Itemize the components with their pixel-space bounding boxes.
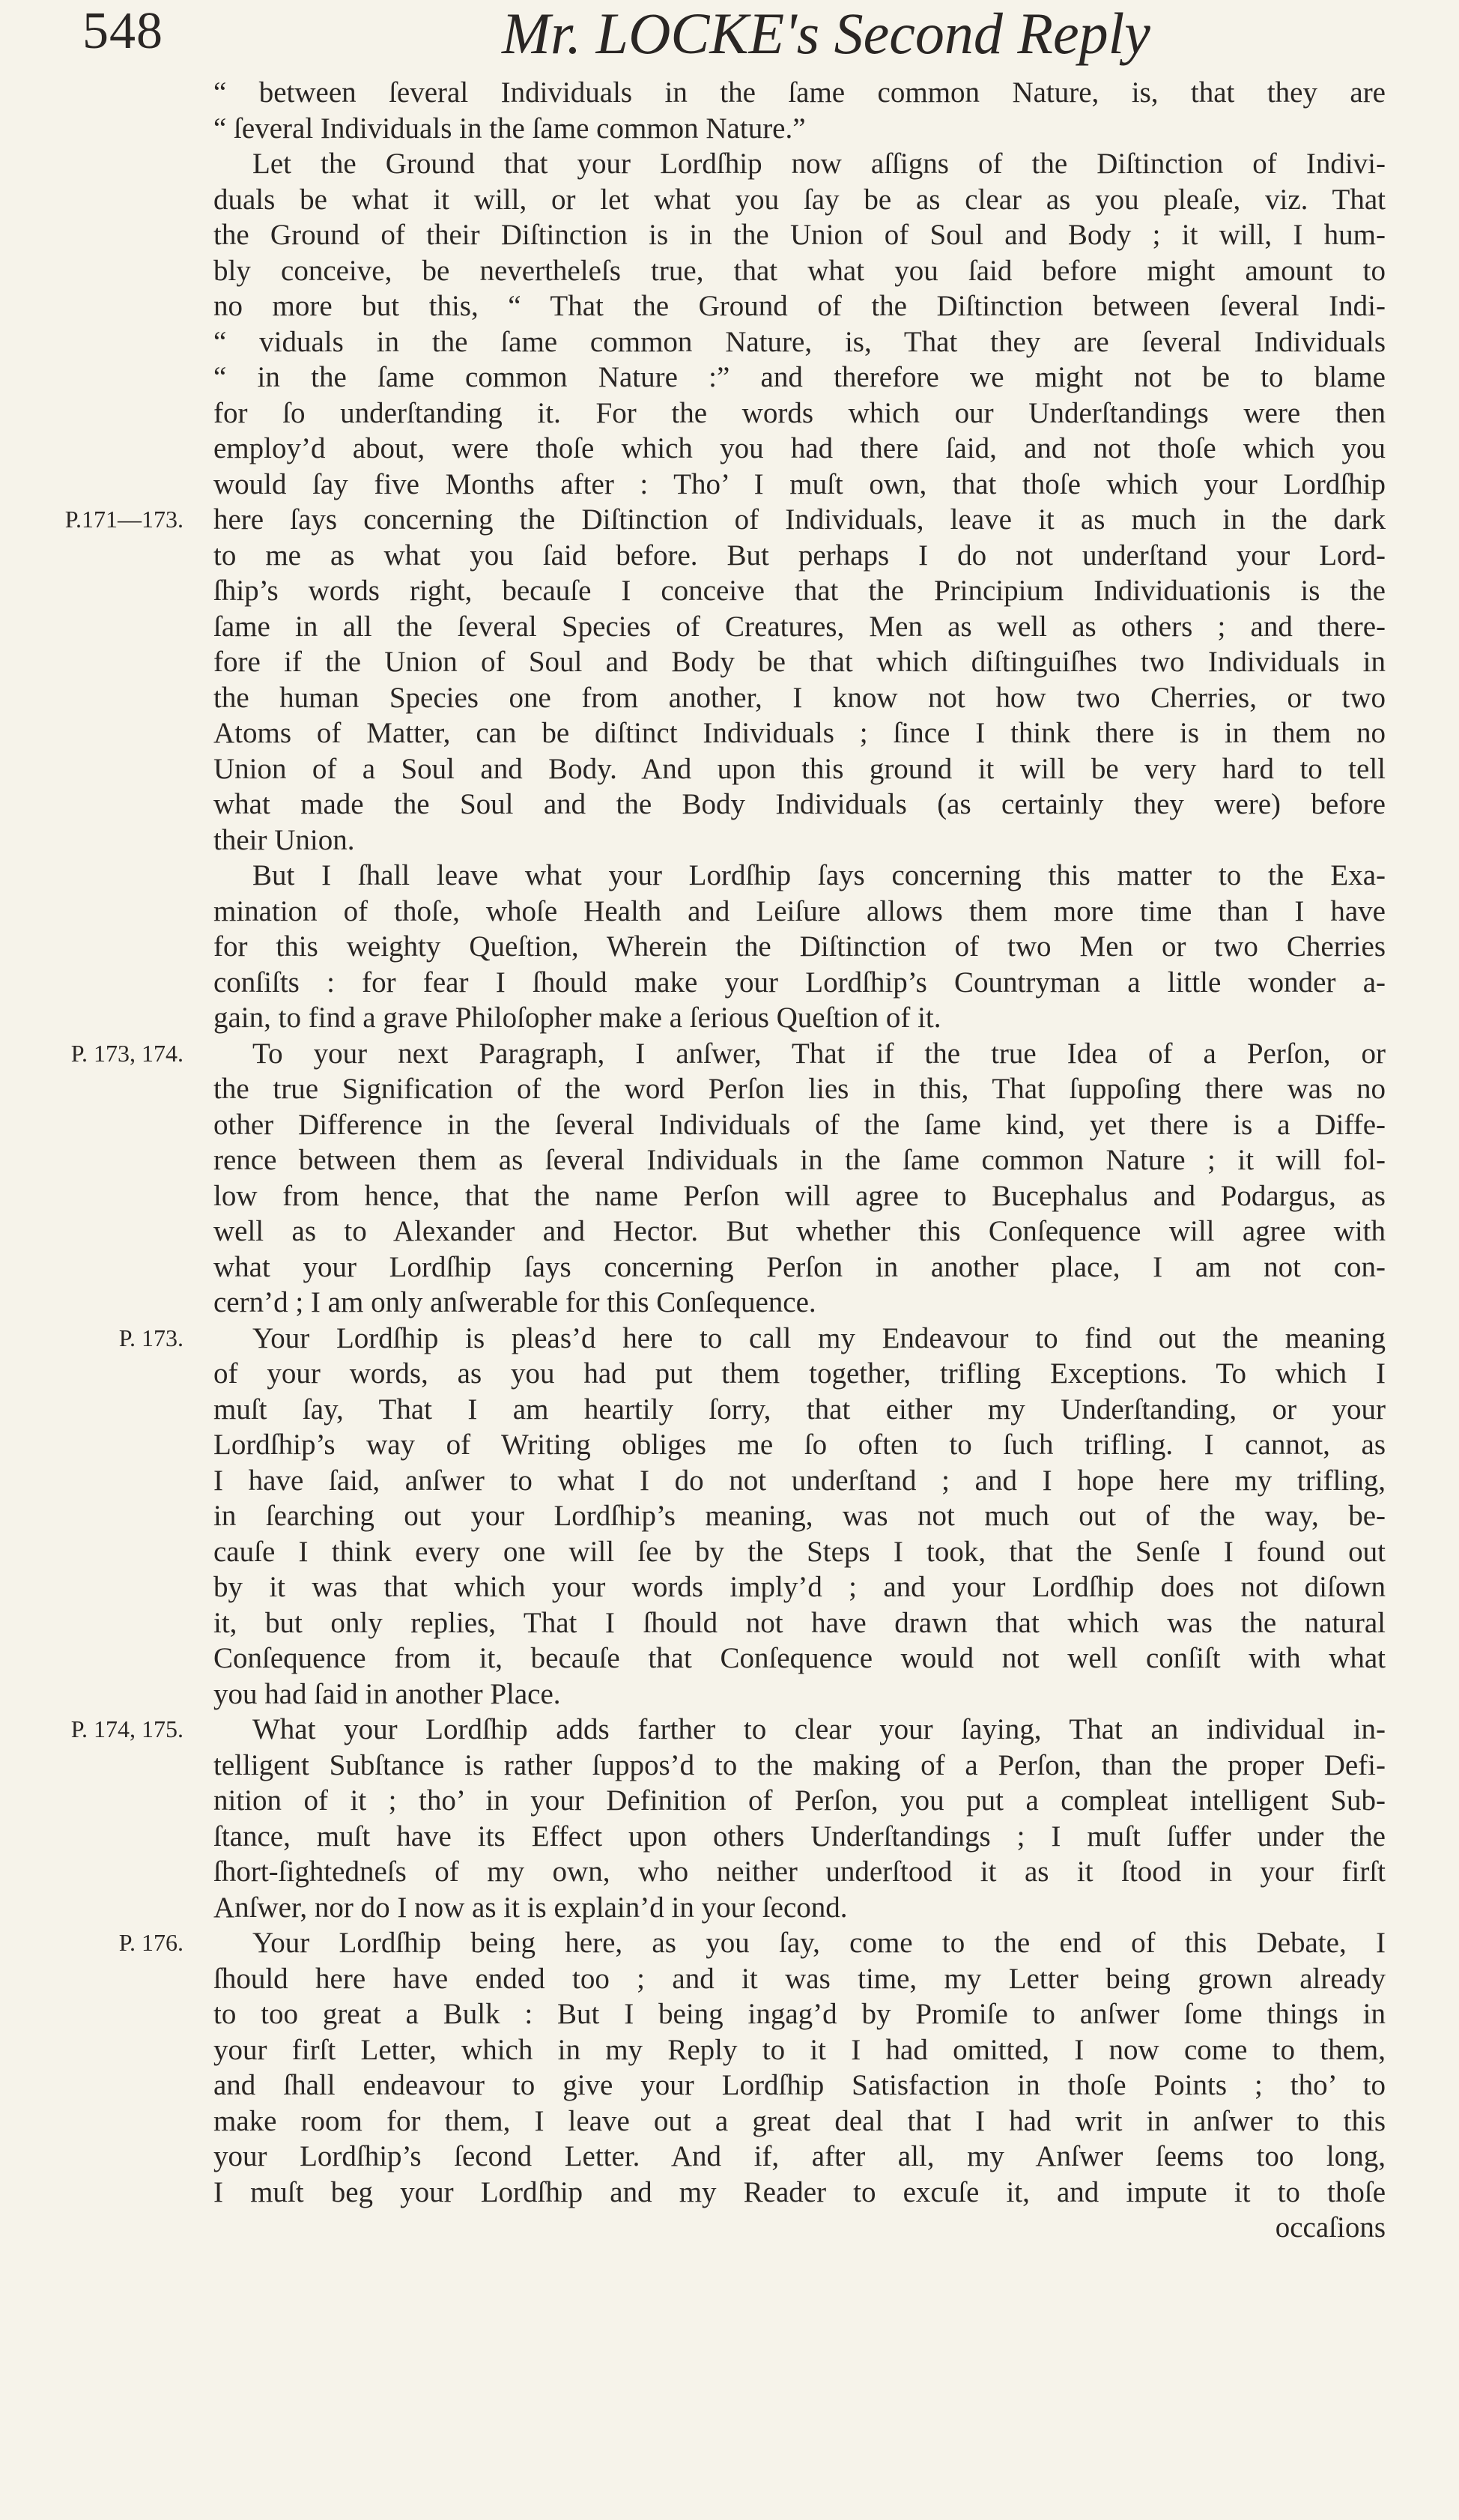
text-line: it, but only replies, That I ſhould not have drawn that which was the natural xyxy=(213,1606,1386,1639)
page-header xyxy=(82,0,1356,75)
text-line: telligent Subſtance is rather ſuppos’d to the making of a Perſon, than the proper Defi- xyxy=(213,1748,1386,1781)
text-line: for ſo underſtanding it. For the words which our Underſtandings were then xyxy=(213,396,1386,429)
catchword: occaſions xyxy=(1275,2211,1386,2244)
text-line: ſhip’s words right, becauſe I conceive that the Principium Individuationis is the xyxy=(213,575,1386,607)
text-line: employ’d about, were thoſe which you had there ſaid, and not thoſe which you xyxy=(213,432,1386,464)
margin-reference: P. 173. xyxy=(118,1324,183,1351)
text-line: Union of a Soul and Body. And upon this ground it will be very hard to tell xyxy=(213,752,1386,785)
text-line: the true Signification of the word Perſon lies in this, That ſuppoſing there was no xyxy=(213,1073,1386,1105)
text-line: I muſt beg your Lordſhip and my Reader to excuſe it, and impute it to thoſe xyxy=(213,2175,1386,2208)
text-line: mination of thoſe, whoſe Health and Leiſure allows them more time than I have xyxy=(213,894,1386,927)
text-line: conſiſts : for fear I ſhould make your Lordſhip’s Countryman a little wonder a- xyxy=(213,966,1386,999)
text-line: I have ſaid, anſwer to what I do not underſtand ; and I hope here my trifling, xyxy=(213,1464,1386,1497)
text-line: you had ſaid in another Place. xyxy=(213,1677,561,1710)
text-line: other Difference in the ſeveral Individuals of the ſame kind, yet there is a Diffe- xyxy=(213,1108,1386,1141)
text-line: what made the Soul and the Body Individuals (as certainly they were) before xyxy=(213,788,1386,820)
text-line: nition of it ; tho’ in your Definition of Perſon, you put a compleat intelligent Sub- xyxy=(213,1784,1386,1817)
text-line: fore if the Union of Soul and Body be that which diſtinguiſhes two Individuals in xyxy=(213,646,1386,678)
body-text xyxy=(64,75,1386,2246)
text-line: duals be what it will, or let what you ſay be as clear as you pleaſe, viz. That xyxy=(213,183,1386,216)
margin-reference: P. 176. xyxy=(118,1929,183,1956)
text-line: for this weighty Queſtion, Wherein the Diſtinction of two Men or two Cherries xyxy=(213,930,1386,963)
text-line: their Union. xyxy=(213,823,355,856)
text-line: ſame in all the ſeveral Species of Creatures, Men as well as others ; and there- xyxy=(213,610,1386,643)
text-line: ſhould here have ended too ; and it was time, my Letter being grown already xyxy=(213,1962,1386,1995)
text-line: by it was that which your words imply’d ; and your Lordſhip does not diſown xyxy=(213,1571,1386,1603)
text-line: rence between them as ſeveral Individuals in the ſame common Nature ; it will fol- xyxy=(213,1144,1386,1176)
text-line: Anſwer, nor do I now as it is explain’d in your ſecond. xyxy=(213,1891,848,1924)
text-line: Conſequence from it, becauſe that Conſequence would not well conſiſt with what xyxy=(213,1642,1386,1674)
text-line: Your Lordſhip is pleas’d here to call my Endeavour to find out the meaning P. 173. xyxy=(213,1321,1386,1357)
text-line: What your Lordſhip adds farther to clear your ſaying, That an individual in- P. 174, 175. xyxy=(213,1712,1386,1748)
text-line: “ viduals in the ſame common Nature, is, That they are ſeveral Individuals xyxy=(213,325,1386,358)
text-line: cauſe I think every one will ſee by the Steps I took, that the Senſe I found out xyxy=(213,1535,1386,1568)
text-line: Lordſhip’s way of Writing obliges me ſo often to ſuch trifling. I cannot, as xyxy=(213,1429,1386,1461)
text-line: what your Lordſhip ſays concerning Perſon in another place, I am not con- xyxy=(213,1250,1386,1283)
text-line: ſhort-ſightedneſs of my own, who neither underſtood it as it ſtood in your firſt xyxy=(213,1856,1386,1888)
text-line: To your next Paragraph, I anſwer, That if the true Idea of a Perſon, or P. 173, 174. xyxy=(213,1036,1386,1072)
margin-reference: P.171—173. xyxy=(64,506,183,533)
text-line: here ſays concerning the Diſtinction of Individuals, leave it as much in the dark P.171—173. xyxy=(213,502,1386,538)
text-line: your Lordſhip’s ſecond Letter. And if, after all, my Anſwer ſeems too long, xyxy=(213,2140,1386,2172)
text-line: the Ground of their Diſtinction is in the Union of Soul and Body ; it will, I hum- xyxy=(213,219,1386,251)
text-line: muſt ſay, That I am heartily ſorry, that either my Underſtanding, or your xyxy=(213,1393,1386,1426)
text-line: gain, to find a grave Philoſopher make a ſerious Queſtion of it. xyxy=(213,1002,941,1034)
text-line: in ſearching out your Lordſhip’s meaning, was not much out of the way, be- xyxy=(213,1500,1386,1532)
text-line: no more but this, “ That the Ground of the Diſtinction between ſeveral Indi- xyxy=(213,290,1386,322)
text-line: to too great a Bulk : But I being ingag’d by Promiſe to anſwer ſome things in xyxy=(213,1998,1386,2030)
text-line: cern’d ; I am only anſwerable for this Conſequence. xyxy=(213,1286,816,1318)
text-line: low from hence, that the name Perſon will agree to Bucephalus and Podargus, as xyxy=(213,1179,1386,1212)
text-line: “ ſeveral Individuals in the ſame common Nature.” xyxy=(213,112,806,145)
text-line: Your Lordſhip being here, as you ſay, come to the end of this Debate, I P. 176. xyxy=(213,1925,1386,1961)
margin-reference: P. 173, 174. xyxy=(70,1039,183,1067)
text-line: Let the Ground that your Lordſhip now aſſigns of the Diſtinction of Indivi- xyxy=(252,148,1386,180)
running-head: Mr. LOCKE's Second Reply xyxy=(502,1,1150,66)
page-number: 548 xyxy=(82,2,163,60)
text-line: the human Species one from another, I know not how two Cherries, or two xyxy=(213,681,1386,714)
text-line: well as to Alexander and Hector. But whether this Conſequence will agree with xyxy=(213,1215,1386,1247)
text-line: Atoms of Matter, can be diſtinct Individuals ; ſince I think there is in them no xyxy=(213,717,1386,749)
text-line: make room for them, I leave out a great deal that I had writ in anſwer to this xyxy=(213,2104,1386,2137)
text-line: “ in the ſame common Nature :” and therefore we might not be to blame xyxy=(213,361,1386,393)
text-line: of your words, as you had put them together, trifling Exceptions. To which I xyxy=(213,1357,1386,1390)
text-line: bly conceive, be nevertheleſs true, that what you ſaid before might amount to xyxy=(213,254,1386,287)
text-line: ſtance, muſt have its Effect upon others Underſtandings ; I muſt ſuffer under the xyxy=(213,1820,1386,1853)
text-line: But I ſhall leave what your Lordſhip ſays concerning this matter to the Exa- xyxy=(252,859,1386,891)
margin-reference: P. 174, 175. xyxy=(70,1715,183,1742)
text-line: would ſay five Months after : Tho’ I muſt own, that thoſe which your Lordſhip xyxy=(213,467,1386,500)
text-line: “ between ſeveral Individuals in the ſame common Nature, is, that they are xyxy=(213,76,1386,109)
text-line: your firſt Letter, which in my Reply to it I had omitted, I now come to them, xyxy=(213,2033,1386,2066)
text-line: to me as what you ſaid before. But perhaps I do not underſtand your Lord- xyxy=(213,539,1386,572)
text-line: and ſhall endeavour to give your Lordſhip Satisfaction in thoſe Points ; tho’ to xyxy=(213,2069,1386,2101)
